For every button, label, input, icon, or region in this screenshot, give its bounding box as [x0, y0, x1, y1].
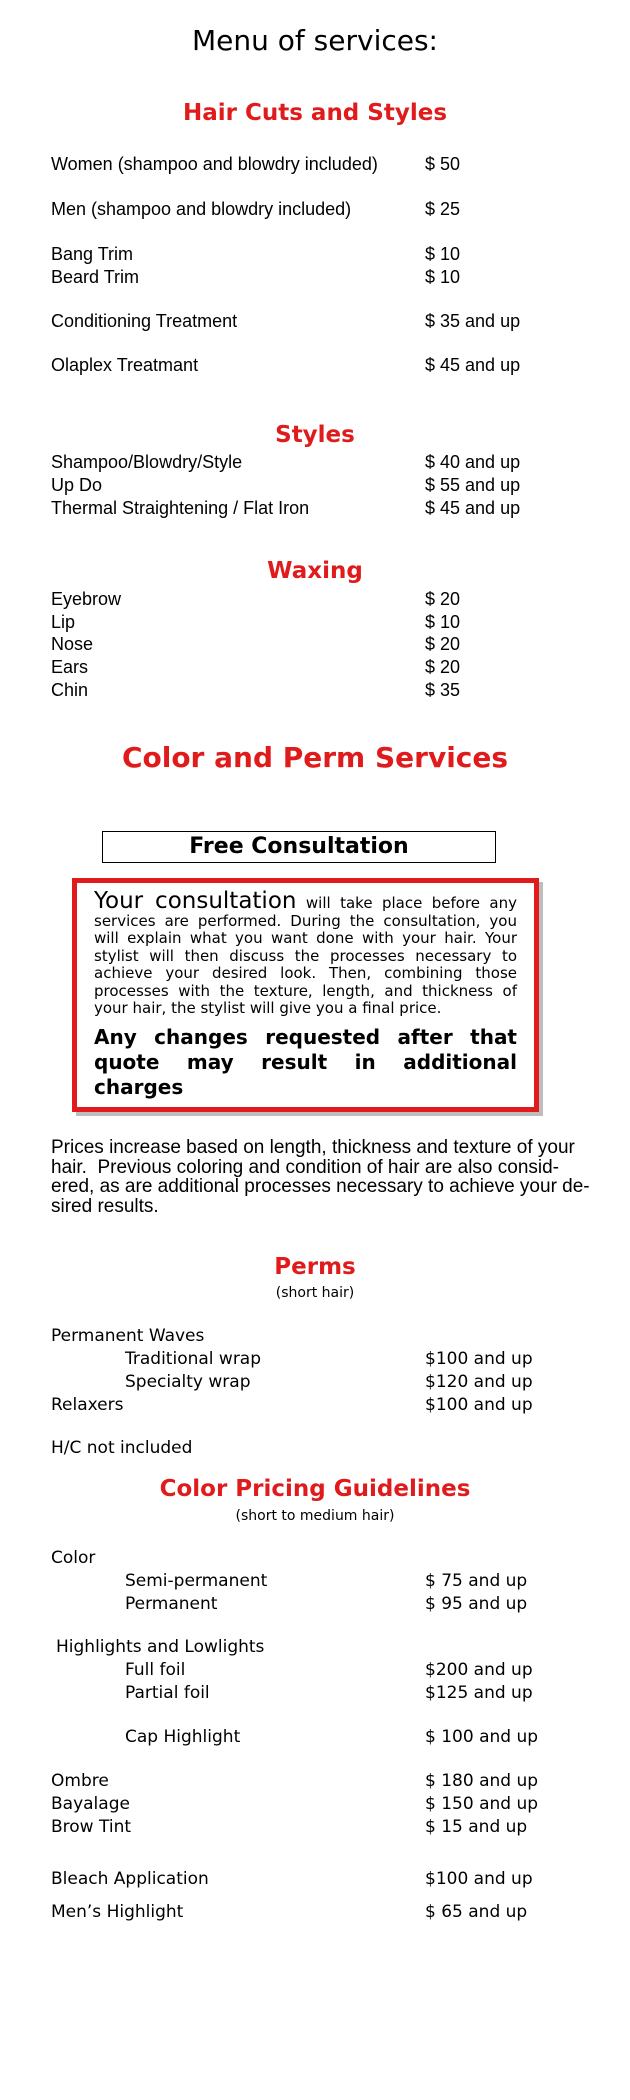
service-name: Relaxers — [51, 1395, 124, 1415]
service-price: $100 and up — [425, 1869, 533, 1889]
service-price: $125 and up — [425, 1683, 533, 1703]
service-name: Traditional wrap — [125, 1349, 262, 1369]
free-consultation-box: Free Consultation — [102, 831, 496, 863]
service-price: $ 65 and up — [425, 1902, 528, 1922]
service-name: Shampoo/Blowdry/Style — [51, 452, 243, 472]
color-perm-heading: Color and Perm Services — [121, 741, 509, 774]
service-price: $ 100 and up — [425, 1727, 539, 1747]
prices-note-line: sired results. — [51, 1195, 159, 1216]
service-price: $ 75 and up — [425, 1571, 528, 1591]
group-label: Permanent Waves — [51, 1326, 205, 1346]
service-name: Lip — [51, 612, 76, 632]
service-name: Bayalage — [51, 1794, 130, 1814]
service-price: $ 10 — [425, 244, 461, 264]
prices-note-line: Prices increase based on length, thickness and texture of your — [51, 1138, 575, 1158]
service-price: $ 45 and up — [425, 498, 521, 518]
service-price: $ 45 and up — [425, 355, 521, 375]
perms-heading: Perms — [274, 1254, 356, 1280]
prices-note-line: hair. Previous coloring and condition of hair are also consid- — [51, 1156, 560, 1178]
consultation-text — [94, 888, 517, 1018]
service-name: Up Do — [51, 475, 103, 495]
service-name: Specialty wrap — [125, 1372, 251, 1392]
service-price: $ 50 — [425, 154, 461, 174]
color-heading: Color Pricing Guidelines — [159, 1476, 471, 1502]
service-price: $120 and up — [425, 1372, 533, 1392]
service-name: Eyebrow — [51, 589, 122, 609]
page-title: Menu of services: — [192, 24, 438, 57]
consultation-lead: Your consultation — [94, 888, 297, 914]
service-name: Nose — [51, 634, 94, 654]
service-price: $ 35 — [425, 680, 461, 700]
service-name: Partial foil — [125, 1683, 210, 1703]
perms-subheading: (short hair) — [275, 1285, 355, 1301]
service-name: Cap Highlight — [125, 1727, 241, 1747]
service-name: Ears — [51, 657, 89, 677]
service-price: $ 10 — [425, 612, 461, 632]
service-name: Olaplex Treatmant — [51, 355, 199, 375]
service-price: $ 10 — [425, 267, 461, 287]
service-name: Semi-permanent — [125, 1571, 268, 1591]
service-price: $ 25 — [425, 199, 461, 219]
service-name: Permanent — [125, 1594, 218, 1614]
service-price: $ 35 and up — [425, 311, 521, 331]
service-name: Chin — [51, 680, 89, 700]
service-price: $ 20 — [425, 634, 461, 654]
service-price: $ 180 and up — [425, 1771, 539, 1791]
consultation-body: will take place before any services are performed. During the consultation, you will explain what you want done with your hair. Your stylist will then discuss the processes necessary to achieve your desired look. Then, combining those processes with the texture, length, and thickness of your hair, the stylist will give you a final price. — [94, 894, 517, 1017]
waxing-heading: Waxing — [267, 558, 363, 584]
service-name: Bang Trim — [51, 244, 134, 264]
perms-note: H/C not included — [51, 1438, 193, 1458]
service-price: $ 55 and up — [425, 475, 521, 495]
service-price: $ 20 — [425, 589, 461, 609]
service-name: Men’s Highlight — [51, 1902, 184, 1922]
service-price: $ 40 and up — [425, 452, 521, 472]
prices-note-line: ered, as are additional processes necessary to achieve your de- — [51, 1176, 590, 1197]
group-label: Color — [51, 1548, 96, 1568]
service-name: Bleach Application — [51, 1869, 209, 1889]
styles-heading: Styles — [275, 422, 355, 448]
service-name: Beard Trim — [51, 267, 140, 287]
service-price: $ 150 and up — [425, 1794, 539, 1814]
service-price: $200 and up — [425, 1660, 533, 1680]
service-name: Ombre — [51, 1771, 109, 1791]
service-price: $100 and up — [425, 1395, 533, 1415]
service-name: Men (shampoo and blowdry included) — [51, 199, 352, 219]
consultation-warning: Any changes requested after that quote may result in additional charges — [94, 1024, 517, 1099]
service-name: Brow Tint — [51, 1817, 132, 1837]
service-name: Women (shampoo and blowdry included) — [51, 154, 378, 174]
service-name: Full foil — [125, 1660, 186, 1680]
service-name: Conditioning Treatment — [51, 311, 238, 331]
prices-note — [51, 1138, 630, 1216]
consultation-notice — [72, 878, 539, 1112]
color-subheading: (short to medium hair) — [235, 1508, 395, 1524]
service-name: Thermal Straightening / Flat Iron — [51, 498, 310, 518]
service-price: $100 and up — [425, 1349, 533, 1369]
service-price: $ 20 — [425, 657, 461, 677]
service-price: $ 95 and up — [425, 1594, 528, 1614]
service-price: $ 15 and up — [425, 1817, 528, 1837]
hair-cuts-heading: Hair Cuts and Styles — [182, 100, 448, 126]
group-label: Highlights and Lowlights — [56, 1637, 265, 1657]
